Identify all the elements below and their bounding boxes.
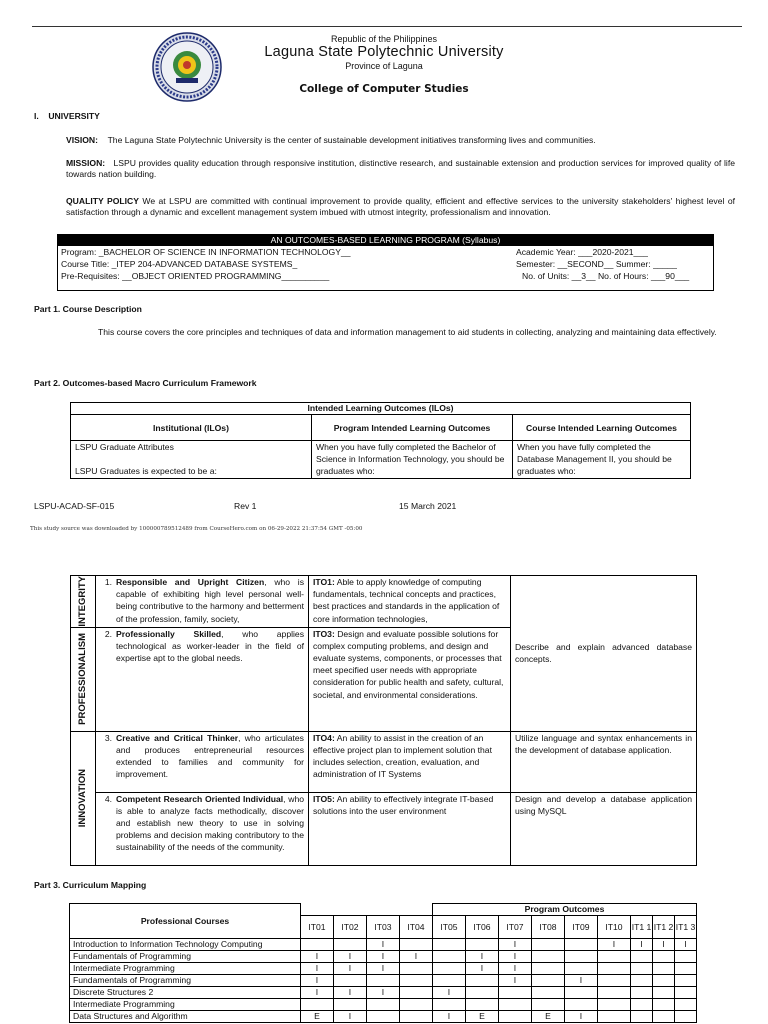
outcome-head: IT03 xyxy=(367,916,400,939)
ilo2-cell xyxy=(96,627,309,731)
outcome-mark xyxy=(367,999,400,1011)
outcome-mark: I xyxy=(334,1011,367,1023)
group-integrity-label: INTEGRITY xyxy=(76,576,88,627)
outcome-mark xyxy=(565,939,598,951)
outcome-mark xyxy=(675,987,697,999)
outcome-mark: I xyxy=(499,939,532,951)
outcome-mark xyxy=(598,975,631,987)
syllabus-info-box xyxy=(57,234,714,291)
outcome-mark xyxy=(499,1011,532,1023)
outcome-mark xyxy=(433,951,466,963)
revision: Rev 1 xyxy=(234,501,257,511)
outcome-mark: I xyxy=(466,951,499,963)
ilo4-text: , who is able to analyze facts methodically, discover and establish new theory to use in solving problems and decision making contributory to the sustainability of the needs of the community. xyxy=(116,793,304,853)
col-institutional: Institutional (ILOs) xyxy=(71,415,312,441)
ilo-table-title: Intended Learning Outcomes (ILOs) xyxy=(71,403,691,415)
table-row xyxy=(70,987,697,999)
outcome-mark xyxy=(367,975,400,987)
outcome-mark: I xyxy=(653,939,675,951)
program-outcomes-header: Program Outcomes xyxy=(433,904,697,916)
outcome-mark xyxy=(653,975,675,987)
ilo4-number: 4. xyxy=(104,793,112,804)
outcome-head: IT02 xyxy=(334,916,367,939)
outcome-mark xyxy=(653,1011,675,1023)
outcome-mark xyxy=(301,999,334,1011)
ito3-label: ITO3: xyxy=(313,628,335,639)
outcome-mark xyxy=(532,987,565,999)
outcome-mark: I xyxy=(400,951,433,963)
outcome-mark xyxy=(532,939,565,951)
form-code: LSPU-ACAD-SF-015 xyxy=(34,501,115,511)
ito5-cell xyxy=(309,792,511,865)
outcome-mark xyxy=(631,999,653,1011)
ito4-cell xyxy=(309,731,511,792)
ilo2-text: , who applies technological as worker-leader in the field of expertise apt to the global needs. xyxy=(116,628,304,664)
outcome-mark xyxy=(433,975,466,987)
units-hours-line: No. of Units: __3__ No. of Hours: ___90___ xyxy=(522,271,690,281)
outcome-mark: I xyxy=(565,1011,598,1023)
course-title-line: Course Title: _ITEP 204-ADVANCED DATABASE SYSTEMS_ xyxy=(61,259,298,269)
group-innovation-label: INNOVATION xyxy=(76,769,88,828)
col-professional-courses: Professional Courses xyxy=(70,904,301,939)
outcome-mark xyxy=(565,987,598,999)
vision-paragraph xyxy=(66,135,735,146)
outcome-mark xyxy=(532,975,565,987)
outcome-mark xyxy=(532,963,565,975)
outcome-mark: E xyxy=(301,1011,334,1023)
ilo-table xyxy=(70,402,691,479)
outcome-mark xyxy=(675,963,697,975)
ito5-text: An ability to effectively integrate IT-based solutions into the user environment xyxy=(313,793,494,816)
outcome-mark xyxy=(653,963,675,975)
ilo1-text: , who is capable of exhibiting high level personal well-being contributive to the harmony and betterment of the profession, family, society, xyxy=(116,577,304,624)
outcome-mark: I xyxy=(433,987,466,999)
outcome-mark: I xyxy=(598,939,631,951)
academic-year-line: Academic Year: ___2020-2021___ xyxy=(516,247,648,257)
outcome-mark xyxy=(334,975,367,987)
quality-policy-label: QUALITY POLICY xyxy=(66,196,139,206)
outcome-mark xyxy=(532,951,565,963)
outcome-mark xyxy=(598,963,631,975)
part3-heading: Part 3. Curriculum Mapping xyxy=(34,880,147,890)
outcome-head: IT1 2 xyxy=(653,916,675,939)
ilo2-number: 2. xyxy=(104,628,112,639)
ilo3-cell xyxy=(96,731,309,792)
outcome-mark: I xyxy=(334,963,367,975)
quality-policy-text: We at LSPU are committed with continual improvement to provide quality, efficient and effective services to the university stakeholders' highest level of satisfaction through a dynamic and excellent management system imbued with utmost integrity, professionalism and innovation. xyxy=(66,196,735,218)
cilo2-text: Utilize language and syntax enhancements in the development of database application. xyxy=(515,732,692,755)
outcome-mark: I xyxy=(433,1011,466,1023)
outcome-mark xyxy=(433,939,466,951)
outcome-mark xyxy=(565,963,598,975)
semester-line: Semester: __SECOND__ Summer: _____ xyxy=(516,259,677,269)
cilo3-text: Design and develop a database application using MySQL xyxy=(515,793,692,816)
outcome-mark xyxy=(499,987,532,999)
group-integrity xyxy=(71,576,96,628)
outcome-mark xyxy=(598,951,631,963)
vision-label: VISION: xyxy=(66,135,98,145)
outcome-mark xyxy=(565,951,598,963)
table-row xyxy=(70,999,697,1011)
outcome-mark xyxy=(675,999,697,1011)
ito4-label: ITO4: xyxy=(313,732,335,743)
outcome-mark: I xyxy=(301,951,334,963)
outcome-mark: E xyxy=(532,1011,565,1023)
outcome-mark: I xyxy=(367,987,400,999)
mission-label: MISSION: xyxy=(66,158,106,168)
course-name: Fundamentals of Programming xyxy=(70,951,301,963)
outcome-mark: I xyxy=(367,951,400,963)
group-professionalism xyxy=(71,627,96,731)
course-name: Intermediate Programming xyxy=(70,963,301,975)
republic-label: Republic of the Philippines xyxy=(330,34,438,44)
graduate-attributes-label: LSPU Graduate Attributes xyxy=(75,442,174,452)
outcome-mark: I xyxy=(466,963,499,975)
ilo4-title: Competent Research Oriented Individual xyxy=(116,793,284,804)
outcome-mark xyxy=(532,999,565,1011)
source-watermark: This study source was downloaded by 100000789512489 from CourseHero.com on 06-29-2022 21:37:54 GMT -05:00 xyxy=(30,526,363,532)
cilo3-cell xyxy=(511,792,697,865)
course-outcomes-intro: When you have fully completed the Database Management II, you should be graduates who: xyxy=(513,441,691,479)
outcome-head: IT07 xyxy=(499,916,532,939)
curriculum-map-table xyxy=(69,903,697,1023)
part1-heading: Part 1. Course Description xyxy=(34,304,142,314)
ito4-text: An ability to assist in the creation of an effective project plan to implement solution that includes selection, creation, evaluation, and administration of IT Systems xyxy=(313,732,492,780)
course-name: Data Structures and Algorithm xyxy=(70,1011,301,1023)
ilo3-number: 3. xyxy=(104,732,112,743)
part2-heading: Part 2. Outcomes-based Macro Curriculum Framework xyxy=(34,378,257,388)
outcome-mark xyxy=(367,1011,400,1023)
form-date: 15 March 2021 xyxy=(399,501,457,511)
outcome-mark xyxy=(400,999,433,1011)
outcome-mark: E xyxy=(466,1011,499,1023)
prerequisites-line: Pre-Requisites: __OBJECT ORIENTED PROGRAMMING__________ xyxy=(61,271,330,281)
outcome-head: IT08 xyxy=(532,916,565,939)
outcome-mark xyxy=(400,963,433,975)
outcome-mark xyxy=(653,951,675,963)
university-name: Laguna State Polytechnic University xyxy=(264,44,504,60)
table-row xyxy=(70,1011,697,1023)
table-row xyxy=(70,975,697,987)
ilo1-number: 1. xyxy=(104,577,112,587)
program-outcomes-intro: When you have fully completed the Bachelor of Science in Information Technology, you should be graduates who: xyxy=(312,441,513,479)
course-name: Fundamentals of Programming xyxy=(70,975,301,987)
vision-text: The Laguna State Polytechnic University is the center of sustainable development initiatives transforming lives and communities. xyxy=(107,135,596,145)
graduates-expected-label: LSPU Graduates is expected to be a: xyxy=(75,466,217,476)
outcome-mark xyxy=(598,999,631,1011)
outcome-mark xyxy=(598,1011,631,1023)
ilo4-cell xyxy=(96,792,309,865)
outcome-mark xyxy=(466,939,499,951)
outcome-mark: I xyxy=(499,975,532,987)
course-name: Introduction to Information Technology Computing xyxy=(70,939,301,951)
col-course-outcomes: Course Intended Learning Outcomes xyxy=(513,415,691,441)
cilo2-cell xyxy=(511,731,697,792)
ilo3-text: , who articulates and produces entrepreneurial resources extended to families and community for improvement. xyxy=(116,732,304,780)
syllabus-title: AN OUTCOMES-BASED LEARNING PROGRAM (Syllabus) xyxy=(58,235,713,246)
outcome-mark xyxy=(400,1011,433,1023)
outcome-mark xyxy=(301,939,334,951)
outcome-head: IT1 1 xyxy=(631,916,653,939)
cilo1-cell xyxy=(511,576,697,732)
outcome-mark xyxy=(433,963,466,975)
ito3-text: Design and evaluate possible solutions for complex computing problems, and design and evaluate systems, components, or processes that meet specified user needs with appropriate consideration for public health and safety, cultural, societal, and environmental considerations. xyxy=(313,628,504,700)
outcome-mark xyxy=(631,951,653,963)
outcome-mark xyxy=(466,987,499,999)
outcome-mark xyxy=(565,999,598,1011)
outcome-mark xyxy=(675,951,697,963)
outcome-mark: I xyxy=(301,975,334,987)
graduate-attributes-cell xyxy=(71,441,312,479)
quality-policy-paragraph xyxy=(66,196,735,219)
outcome-mark xyxy=(631,975,653,987)
ito1-text: Able to apply knowledge of computing fundamentals, technical concepts and practices, best practices and standards in the application of core information technologies, xyxy=(313,577,500,624)
group-innovation xyxy=(71,731,96,865)
outcome-mark xyxy=(598,987,631,999)
course-name: Intermediate Programming xyxy=(70,999,301,1011)
section-university-heading: I. UNIVERSITY xyxy=(34,111,100,121)
table-row xyxy=(70,951,697,963)
ilo2-title: Professionally Skilled xyxy=(116,628,222,639)
mission-text: LSPU provides quality education through responsive institution, distinctive research, and sustainable extension and production services for improved quality of life towards nation building. xyxy=(66,158,735,180)
outcome-head-spacer xyxy=(301,904,433,916)
outcome-mark: I xyxy=(367,963,400,975)
outcome-mark xyxy=(499,999,532,1011)
top-rule xyxy=(32,26,742,27)
outcome-mark xyxy=(433,999,466,1011)
college-name: College of Computer Studies xyxy=(299,83,469,95)
outcome-mark: I xyxy=(301,987,334,999)
outcome-mark xyxy=(400,975,433,987)
outcome-mark: I xyxy=(301,963,334,975)
ilo-detail-table xyxy=(70,575,697,866)
outcome-head: IT05 xyxy=(433,916,466,939)
outcome-mark xyxy=(334,999,367,1011)
outcome-mark: I xyxy=(334,951,367,963)
outcome-head: IT01 xyxy=(301,916,334,939)
outcome-mark xyxy=(631,987,653,999)
outcome-mark: I xyxy=(367,939,400,951)
program-line: Program: _BACHELOR OF SCIENCE IN INFORMATION TECHNOLOGY__ xyxy=(61,247,351,257)
ilo3-title: Creative and Critical Thinker xyxy=(116,732,239,743)
outcome-mark: I xyxy=(499,951,532,963)
outcome-mark xyxy=(334,939,367,951)
outcome-head: IT04 xyxy=(400,916,433,939)
outcome-head: IT09 xyxy=(565,916,598,939)
outcome-mark xyxy=(653,999,675,1011)
outcome-mark xyxy=(400,939,433,951)
ito1-label: ITO1: xyxy=(313,577,335,587)
ito1-cell xyxy=(309,576,511,628)
col-program-outcomes: Program Intended Learning Outcomes xyxy=(312,415,513,441)
cilo1-text: Describe and explain advanced database concepts. xyxy=(515,642,692,665)
group-professionalism-label: PROFESSIONALISM xyxy=(76,633,88,726)
outcome-mark xyxy=(675,975,697,987)
table-row xyxy=(70,963,697,975)
province-label: Province of Laguna xyxy=(345,61,423,71)
outcome-mark: I xyxy=(631,939,653,951)
outcome-mark: I xyxy=(499,963,532,975)
course-name: Discrete Structures 2 xyxy=(70,987,301,999)
ito5-label: ITO5: xyxy=(313,793,335,804)
ilo1-title: Responsible and Upright Citizen xyxy=(116,577,265,587)
outcome-mark: I xyxy=(565,975,598,987)
outcome-mark xyxy=(675,1011,697,1023)
course-description: This course covers the core principles and techniques of data and information management to aid students in collecting, analyzing and maintaining data effectively. xyxy=(98,327,717,337)
outcome-head: IT10 xyxy=(598,916,631,939)
outcome-mark xyxy=(631,1011,653,1023)
outcome-mark xyxy=(400,987,433,999)
table-row xyxy=(70,939,697,951)
outcome-head: IT06 xyxy=(466,916,499,939)
outcome-mark: I xyxy=(334,987,367,999)
ito3-cell xyxy=(309,627,511,731)
outcome-mark xyxy=(466,999,499,1011)
mission-paragraph xyxy=(66,158,735,181)
outcome-mark xyxy=(466,975,499,987)
outcome-mark xyxy=(653,987,675,999)
outcome-mark: I xyxy=(675,939,697,951)
outcome-mark xyxy=(631,963,653,975)
outcome-head: IT1 3 xyxy=(675,916,697,939)
ilo1-cell xyxy=(96,576,309,628)
